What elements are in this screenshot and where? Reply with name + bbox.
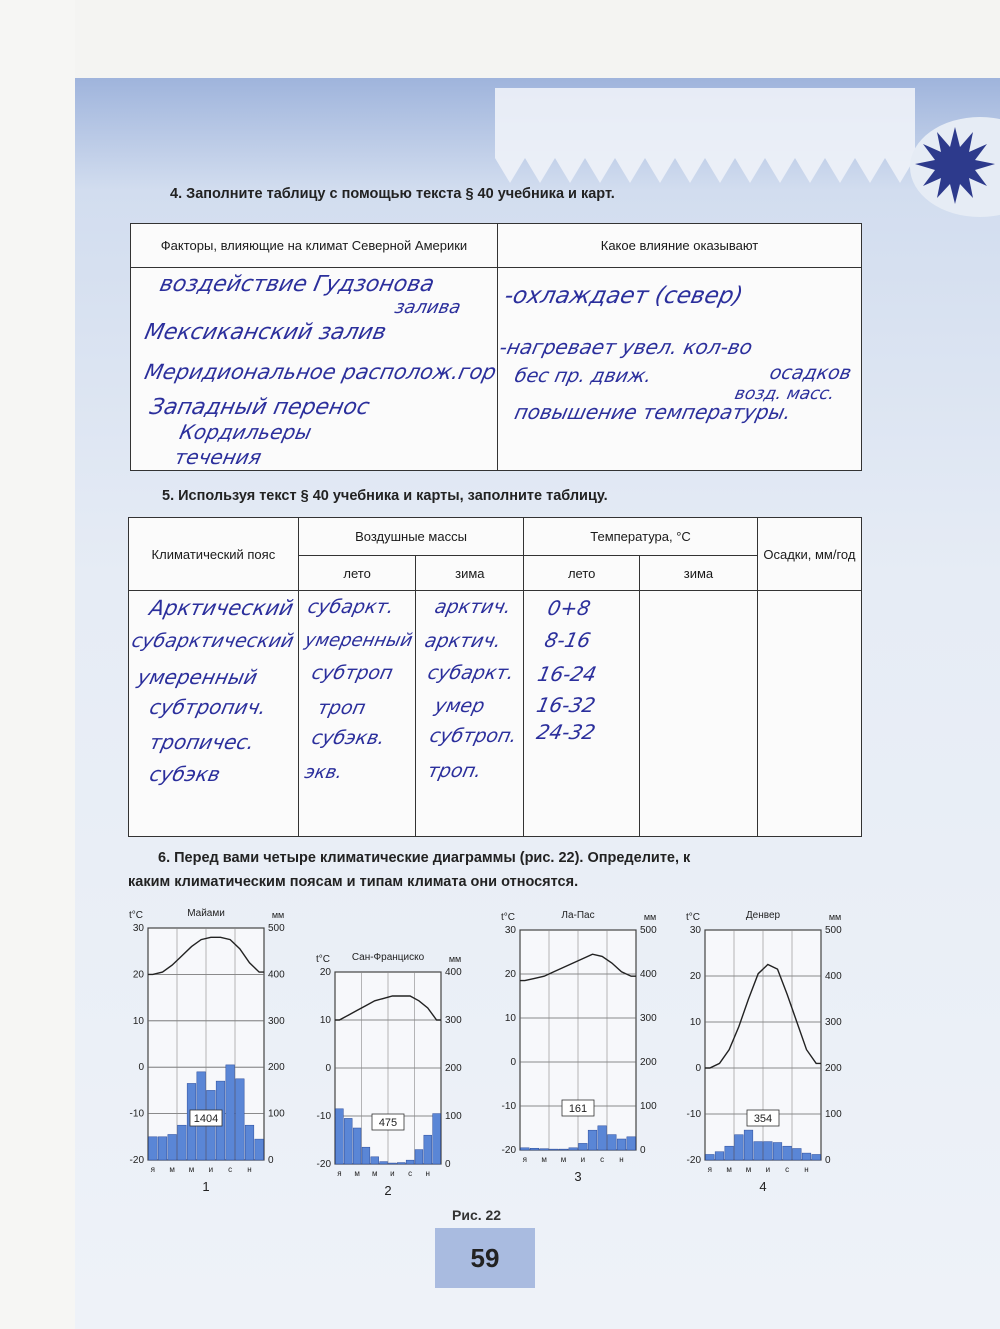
- page-margin: [0, 0, 75, 1329]
- precip-unit-label: мм: [643, 912, 657, 922]
- precip-tick-label: 100: [640, 1101, 657, 1112]
- annual-total-label: 354: [753, 1113, 773, 1125]
- month-label: и: [580, 1155, 586, 1164]
- precip-tick-label: 300: [640, 1013, 657, 1024]
- precip-tick-label: 0: [825, 1155, 831, 1166]
- precip-bar: [773, 1143, 782, 1160]
- chart-number: 1: [202, 1179, 210, 1194]
- chart-title: Денвер: [745, 910, 781, 921]
- handwritten-air-summer: субэкв.: [309, 727, 387, 749]
- precip-bar: [226, 1065, 235, 1160]
- month-label: я: [707, 1165, 713, 1174]
- month-label: м: [560, 1155, 567, 1164]
- precip-bar: [598, 1126, 607, 1150]
- precip-unit-label: мм: [271, 910, 285, 920]
- month-label: м: [354, 1169, 360, 1178]
- precip-tick-label: 300: [268, 1015, 285, 1027]
- task6-text-line2: каким климатическим поясам и типам климата они относятся.: [128, 874, 579, 890]
- handwritten-air-winter: субтроп.: [427, 725, 519, 747]
- temp-tick-label: 20: [504, 969, 516, 980]
- handwritten-effect: -охлаждает (север): [502, 283, 746, 309]
- precip-tick-label: 200: [825, 1063, 842, 1074]
- precip-tick-label: 0: [445, 1159, 451, 1170]
- task5-air-winter-header: зима: [416, 556, 524, 591]
- climate-chart-denver: [675, 900, 855, 1200]
- handwritten-air-summer: троп: [315, 697, 368, 719]
- task5-temp-header: Температура, °С: [524, 518, 758, 556]
- precip-tick-label: 0: [268, 1155, 274, 1166]
- temp-tick-label: 0: [510, 1057, 516, 1068]
- precip-bar: [158, 1137, 167, 1160]
- handwritten-temp-summer: 16-24: [535, 662, 599, 686]
- temp-tick-label: -20: [501, 1145, 516, 1156]
- handwritten-effect: осадков: [767, 362, 854, 384]
- precip-bar: [336, 1109, 344, 1164]
- precip-tick-label: 100: [825, 1109, 842, 1120]
- precip-bar: [380, 1162, 388, 1164]
- temp-tick-label: 30: [504, 925, 516, 936]
- handwritten-air-winter: субаркт.: [425, 662, 517, 684]
- temp-tick-label: 30: [689, 925, 701, 936]
- precip-bar: [725, 1146, 734, 1160]
- precip-bar: [540, 1149, 549, 1150]
- handwritten-belt: умеренный: [135, 665, 260, 689]
- precip-tick-label: 500: [268, 923, 285, 934]
- handwritten-air-summer: субтроп: [309, 662, 395, 684]
- handwritten-temp-summer: 24-32: [534, 720, 598, 744]
- month-label: м: [169, 1165, 175, 1174]
- temp-tick-label: 30: [132, 923, 144, 934]
- handwritten-air-winter: арктич.: [422, 630, 504, 652]
- task5-air-header: Воздушные массы: [298, 518, 524, 556]
- precip-bar: [344, 1118, 352, 1164]
- handwritten-effect: повышение температуры.: [512, 400, 794, 424]
- precip-tick-label: 400: [640, 969, 657, 980]
- precip-tick-label: 100: [445, 1111, 462, 1122]
- handwritten-air-winter: арктич.: [432, 596, 514, 618]
- precip-bar: [802, 1153, 811, 1160]
- climate-chart-la-paz: [490, 900, 670, 1190]
- precip-bar: [550, 1149, 559, 1150]
- precip-tick-label: 500: [825, 925, 842, 936]
- precip-bar: [793, 1149, 802, 1161]
- chart-title: Ла-Пас: [561, 910, 595, 921]
- chart-number: 3: [574, 1169, 582, 1184]
- temp-tick-label: -10: [501, 1101, 516, 1112]
- month-label: м: [726, 1165, 732, 1174]
- climate-chart-san-francisco: [305, 942, 475, 1204]
- handwritten-belt: Арктический: [147, 596, 296, 620]
- precip-tick-label: 300: [825, 1017, 842, 1028]
- annual-total-label: 1404: [193, 1113, 219, 1125]
- handwritten-factor: Меридиональное располож.гор: [142, 360, 499, 384]
- temp-unit-label: t°C: [129, 910, 143, 921]
- handwritten-temp-summer: 8-16: [542, 628, 593, 652]
- temp-tick-label: 0: [695, 1063, 701, 1074]
- month-label: н: [804, 1165, 809, 1174]
- task4-col2-header: Какое влияние оказывают: [498, 224, 862, 268]
- handwritten-temp-summer: 0+8: [545, 596, 593, 620]
- handwritten-air-summer: экв.: [302, 762, 345, 783]
- handwritten-factor: Кордильеры: [177, 420, 314, 444]
- precip-bar: [236, 1079, 245, 1160]
- month-label: с: [228, 1165, 233, 1174]
- month-label: и: [765, 1165, 771, 1174]
- precip-bar: [406, 1160, 414, 1164]
- precip-bar: [362, 1147, 370, 1164]
- precip-unit-label: мм: [448, 954, 462, 964]
- handwritten-effect: -нагревает увел. кол-во: [497, 335, 755, 359]
- precip-bar: [735, 1135, 744, 1160]
- climate-chart-miami: [118, 898, 298, 1200]
- annual-total-label: 161: [568, 1103, 588, 1115]
- temp-tick-label: -10: [686, 1109, 701, 1120]
- handwritten-effect: возд. масс.: [732, 384, 837, 404]
- task5-precip-header: Осадки, мм/год: [757, 518, 861, 591]
- precip-tick-label: 0: [640, 1145, 646, 1156]
- precip-bar: [744, 1130, 753, 1160]
- precip-bar: [764, 1142, 773, 1160]
- precip-bar: [627, 1137, 636, 1150]
- precip-bar: [415, 1150, 423, 1164]
- precip-bar: [521, 1148, 530, 1150]
- month-label: н: [247, 1165, 252, 1174]
- month-label: и: [208, 1165, 214, 1174]
- precip-bar: [569, 1148, 578, 1150]
- precip-bar: [389, 1163, 397, 1164]
- precip-bar: [608, 1135, 617, 1150]
- month-label: м: [745, 1165, 752, 1174]
- temp-tick-label: 20: [132, 969, 144, 981]
- temp-tick-label: 10: [504, 1013, 516, 1024]
- precip-bar: [433, 1114, 441, 1164]
- month-label: м: [188, 1165, 195, 1174]
- handwritten-factor: Мексиканский залив: [142, 320, 389, 345]
- month-label: м: [541, 1155, 547, 1164]
- precip-bar: [588, 1130, 597, 1150]
- temp-tick-label: -20: [129, 1155, 144, 1166]
- precip-tick-label: 200: [268, 1062, 285, 1074]
- task5-temp-winter-header: зима: [640, 556, 758, 591]
- precip-bar: [579, 1143, 588, 1150]
- handwritten-belt: тропичес.: [147, 730, 257, 754]
- precip-bar: [754, 1142, 763, 1160]
- month-label: с: [600, 1155, 605, 1164]
- precip-bar: [783, 1146, 792, 1160]
- precip-tick-label: 100: [268, 1108, 285, 1120]
- precip-bar: [617, 1139, 626, 1150]
- task5-temp-winter-cell: [640, 591, 758, 837]
- handwritten-factor: течения: [172, 445, 264, 469]
- handwritten-factor: воздействие Гудзонова: [157, 272, 437, 297]
- precip-bar: [424, 1135, 432, 1164]
- precip-bar: [559, 1149, 568, 1150]
- handwritten-air-winter: троп.: [425, 760, 484, 782]
- handwritten-factor: залива: [392, 297, 463, 318]
- month-label: и: [390, 1169, 395, 1178]
- precip-bar: [706, 1154, 715, 1160]
- task6-text-line1: 6. Перед вами четыре климатические диаграммы (рис. 22). Определите, к: [158, 850, 691, 866]
- month-label: я: [522, 1155, 528, 1164]
- handwritten-air-summer: субаркт.: [305, 596, 397, 618]
- precip-tick-label: 200: [445, 1063, 462, 1074]
- precip-bar: [715, 1152, 724, 1160]
- task5-belt-header: Климатический пояс: [129, 518, 299, 591]
- temp-tick-label: -10: [129, 1108, 144, 1120]
- month-label: с: [785, 1165, 790, 1174]
- chart-title: Сан-Франциско: [351, 952, 425, 963]
- zigzag-decoration: [495, 88, 915, 198]
- page-number: 59: [435, 1228, 535, 1288]
- temp-tick-label: -20: [316, 1159, 331, 1170]
- task5-temp-summer-header: лето: [524, 556, 640, 591]
- task4-col1-header: Факторы, влияющие на климат Северной Америки: [131, 224, 498, 268]
- handwritten-factor: Западный перенос: [147, 395, 372, 420]
- handwritten-belt: субарктический: [129, 630, 296, 652]
- precip-bar: [149, 1137, 158, 1160]
- temp-tick-label: 20: [319, 967, 331, 978]
- temp-unit-label: t°C: [686, 912, 700, 923]
- precip-bar: [530, 1148, 539, 1150]
- task5-text: 5. Используя текст § 40 учебника и карты, заполните таблицу.: [162, 488, 608, 504]
- temp-unit-label: t°C: [501, 912, 515, 923]
- handwritten-effect: бес пр. движ.: [512, 365, 654, 387]
- temp-tick-label: 0: [325, 1063, 331, 1074]
- temp-tick-label: 10: [132, 1015, 144, 1027]
- handwritten-air-summer: умеренный: [302, 630, 415, 651]
- precip-unit-label: мм: [828, 912, 842, 922]
- temp-tick-label: -10: [316, 1111, 331, 1122]
- precip-bar: [353, 1128, 361, 1164]
- annual-total-label: 475: [378, 1117, 398, 1129]
- task5-precip-cell: [757, 591, 861, 837]
- month-label: я: [337, 1169, 342, 1178]
- month-label: м: [372, 1169, 378, 1178]
- precip-bar: [168, 1134, 177, 1160]
- precip-bar: [178, 1125, 187, 1160]
- task4-text: 4. Заполните таблицу с помощью текста § 40 учебника и карт.: [170, 186, 615, 202]
- precip-tick-label: 400: [825, 971, 842, 982]
- precip-tick-label: 500: [640, 925, 657, 936]
- chart-number: 4: [759, 1179, 767, 1194]
- chart-number: 2: [384, 1183, 392, 1198]
- month-label: н: [619, 1155, 624, 1164]
- precip-bar: [397, 1163, 405, 1164]
- handwritten-belt: субтропич.: [147, 695, 269, 719]
- precip-tick-label: 300: [445, 1015, 462, 1026]
- handwritten-air-winter: умер: [432, 695, 487, 717]
- precip-tick-label: 200: [640, 1057, 657, 1068]
- precip-bar: [812, 1154, 821, 1160]
- star-icon: [905, 112, 1000, 222]
- precip-tick-label: 400: [445, 967, 462, 978]
- temp-tick-label: 10: [689, 1017, 701, 1028]
- temp-tick-label: 0: [138, 1062, 144, 1074]
- chart-title: Майами: [187, 908, 225, 919]
- month-label: н: [425, 1169, 430, 1178]
- temp-tick-label: 20: [689, 971, 701, 982]
- temp-unit-label: t°C: [316, 954, 330, 965]
- temp-tick-label: 10: [319, 1015, 331, 1026]
- task5-air-summer-header: лето: [298, 556, 416, 591]
- precip-bar: [255, 1139, 264, 1160]
- figure-caption: Рис. 22: [452, 1207, 502, 1223]
- month-label: с: [408, 1169, 413, 1178]
- handwritten-temp-summer: 16-32: [534, 693, 598, 717]
- precip-tick-label: 400: [268, 969, 285, 981]
- precip-bar: [371, 1157, 379, 1164]
- precip-bar: [245, 1125, 254, 1160]
- handwritten-belt: субэкв: [147, 762, 223, 786]
- month-label: я: [150, 1165, 156, 1174]
- temp-tick-label: -20: [686, 1155, 701, 1166]
